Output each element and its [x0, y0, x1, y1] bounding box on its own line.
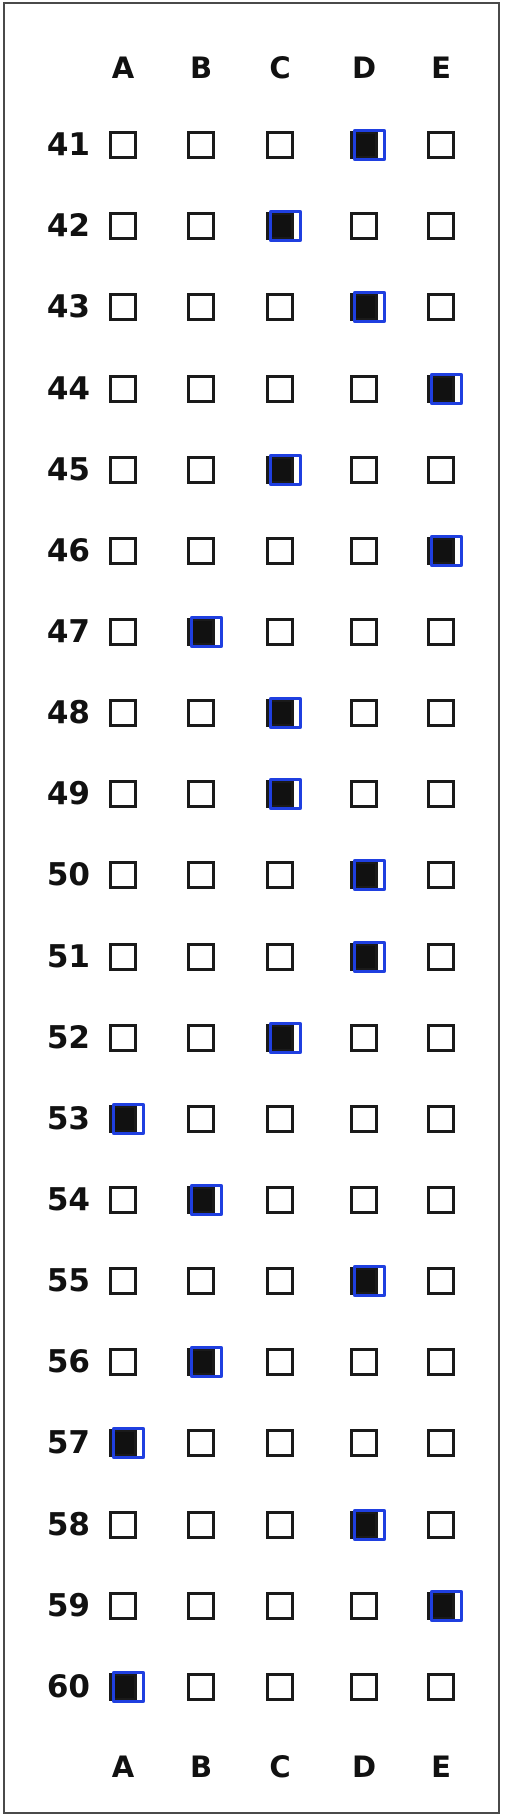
answer-bubble-a[interactable] [109, 1348, 137, 1376]
question-number: 52 [46, 1019, 90, 1056]
answer-bubble-b[interactable] [187, 293, 215, 321]
answer-bubble-b-selected[interactable] [187, 1186, 215, 1214]
question-number: 53 [46, 1100, 90, 1137]
answer-bubble-b[interactable] [187, 375, 215, 403]
question-number: 54 [46, 1182, 90, 1218]
question-row [5, 1332, 498, 1392]
answer-bubble-a[interactable] [109, 1186, 137, 1214]
answer-bubble-c-selected[interactable] [266, 780, 294, 808]
answer-bubble-c[interactable] [266, 293, 294, 321]
answer-bubble-e[interactable] [427, 1511, 455, 1539]
answer-bubble-d-selected[interactable] [350, 293, 378, 321]
column-label-e: E [431, 51, 451, 85]
answer-bubble-d[interactable] [350, 212, 378, 240]
answer-bubble-a[interactable] [109, 131, 137, 159]
question-number: 43 [46, 289, 90, 326]
question-row [5, 845, 498, 905]
answer-bubble-b[interactable] [187, 131, 215, 159]
answer-bubble-a[interactable] [109, 456, 137, 484]
answer-bubble-d[interactable] [350, 537, 378, 565]
answer-bubble-e[interactable] [427, 212, 455, 240]
answer-bubble-c[interactable] [266, 1673, 294, 1701]
answer-bubble-c[interactable] [266, 375, 294, 403]
answer-bubble-e[interactable] [427, 943, 455, 971]
question-row [5, 359, 498, 419]
question-number: 47 [46, 613, 90, 650]
answer-bubble-e-selected[interactable] [427, 375, 455, 403]
answer-bubble-d[interactable] [350, 1348, 378, 1376]
answer-bubble-c-selected[interactable] [266, 456, 294, 484]
column-header-top [5, 42, 498, 94]
question-number: 59 [46, 1587, 90, 1624]
answer-bubble-d-selected[interactable] [350, 861, 378, 889]
answer-bubble-d[interactable] [350, 618, 378, 646]
answer-sheet [3, 2, 500, 1814]
answer-bubble-c[interactable] [266, 537, 294, 565]
question-row [5, 115, 498, 175]
answer-bubble-e[interactable] [427, 780, 455, 808]
answer-bubble-c-selected[interactable] [266, 1024, 294, 1052]
answer-bubble-e[interactable] [427, 1186, 455, 1214]
answer-bubble-b[interactable] [187, 537, 215, 565]
answer-bubble-a[interactable] [109, 537, 137, 565]
answer-bubble-c[interactable] [266, 861, 294, 889]
answer-bubble-c[interactable] [266, 1267, 294, 1295]
question-number: 56 [46, 1344, 90, 1381]
question-row [5, 764, 498, 824]
answer-bubble-a[interactable] [109, 780, 137, 808]
column-label-b: B [189, 1750, 213, 1784]
column-header-bottom [5, 1741, 498, 1793]
question-number: 57 [46, 1425, 90, 1462]
column-label-d: D [351, 1750, 377, 1784]
question-row [5, 602, 498, 662]
question-number: 55 [46, 1263, 90, 1300]
answer-bubble-d[interactable] [350, 1429, 378, 1457]
answer-bubble-b[interactable] [187, 1673, 215, 1701]
answer-bubble-a[interactable] [109, 861, 137, 889]
column-label-c: C [269, 51, 291, 85]
answer-bubble-e-selected[interactable] [427, 1592, 455, 1620]
answer-bubble-d[interactable] [350, 1673, 378, 1701]
question-number: 46 [46, 532, 90, 569]
answer-bubble-c-selected[interactable] [266, 699, 294, 727]
answer-bubble-b[interactable] [187, 212, 215, 240]
answer-bubble-b[interactable] [187, 1267, 215, 1295]
answer-bubble-a[interactable] [109, 1511, 137, 1539]
question-number: 44 [46, 370, 90, 407]
answer-bubble-d[interactable] [350, 1024, 378, 1052]
answer-bubble-e[interactable] [427, 131, 455, 159]
answer-bubble-b[interactable] [187, 1429, 215, 1457]
answer-bubble-b-selected[interactable] [187, 1348, 215, 1376]
answer-bubble-c-selected[interactable] [266, 212, 294, 240]
answer-bubble-a[interactable] [109, 699, 137, 727]
column-label-d: D [351, 51, 377, 85]
answer-bubble-e-selected[interactable] [427, 537, 455, 565]
question-number: 50 [46, 857, 90, 894]
question-number: 51 [46, 938, 90, 975]
question-number: 42 [46, 208, 90, 245]
answer-bubble-c[interactable] [266, 131, 294, 159]
answer-bubble-d[interactable] [350, 375, 378, 403]
question-number: 60 [46, 1668, 90, 1705]
answer-bubble-d[interactable] [350, 456, 378, 484]
answer-bubble-b[interactable] [187, 780, 215, 808]
answer-bubble-d[interactable] [350, 1186, 378, 1214]
question-row [5, 196, 498, 256]
answer-bubble-b-selected[interactable] [187, 618, 215, 646]
question-row [5, 683, 498, 743]
question-number: 41 [46, 127, 90, 163]
answer-bubble-e[interactable] [427, 1429, 455, 1457]
question-row [5, 1170, 498, 1230]
answer-bubble-d-selected[interactable] [350, 1511, 378, 1539]
question-row [5, 1413, 498, 1473]
answer-bubble-a[interactable] [109, 212, 137, 240]
answer-bubble-c[interactable] [266, 618, 294, 646]
answer-bubble-a-selected[interactable] [109, 1105, 137, 1133]
answer-bubble-e[interactable] [427, 1024, 455, 1052]
answer-bubble-b[interactable] [187, 1511, 215, 1539]
answer-bubble-e[interactable] [427, 1673, 455, 1701]
answer-bubble-a-selected[interactable] [109, 1673, 137, 1701]
column-label-a: A [111, 51, 135, 85]
answer-bubble-b[interactable] [187, 456, 215, 484]
answer-bubble-d[interactable] [350, 1105, 378, 1133]
question-row [5, 521, 498, 581]
column-label-a: A [111, 1750, 135, 1784]
question-row [5, 1089, 498, 1149]
answer-bubble-c[interactable] [266, 943, 294, 971]
column-label-c: C [269, 1750, 291, 1784]
answer-bubble-e[interactable] [427, 618, 455, 646]
answer-bubble-b[interactable] [187, 943, 215, 971]
question-number: 45 [46, 451, 90, 488]
answer-bubble-e[interactable] [427, 293, 455, 321]
question-row [5, 927, 498, 987]
answer-bubble-b[interactable] [187, 699, 215, 727]
column-label-e: E [431, 1750, 451, 1784]
question-number: 58 [46, 1506, 90, 1543]
question-number: 49 [46, 776, 90, 813]
answer-bubble-d[interactable] [350, 699, 378, 727]
question-row [5, 1008, 498, 1068]
answer-bubble-c[interactable] [266, 1348, 294, 1376]
question-number: 48 [46, 695, 90, 732]
question-row [5, 1251, 498, 1311]
answer-bubble-a[interactable] [109, 1267, 137, 1295]
answer-bubble-e[interactable] [427, 1105, 455, 1133]
answer-bubble-c[interactable] [266, 1429, 294, 1457]
answer-bubble-b[interactable] [187, 1592, 215, 1620]
answer-bubble-a[interactable] [109, 1592, 137, 1620]
question-row [5, 440, 498, 500]
question-row [5, 277, 498, 337]
answer-bubble-e[interactable] [427, 699, 455, 727]
answer-bubble-c[interactable] [266, 1105, 294, 1133]
answer-bubble-a-selected[interactable] [109, 1429, 137, 1457]
answer-bubble-a[interactable] [109, 375, 137, 403]
answer-bubble-a[interactable] [109, 618, 137, 646]
answer-bubble-b[interactable] [187, 861, 215, 889]
answer-bubble-c[interactable] [266, 1592, 294, 1620]
answer-bubble-a[interactable] [109, 943, 137, 971]
answer-bubble-e[interactable] [427, 1267, 455, 1295]
column-label-b: B [189, 51, 213, 85]
answer-bubble-d-selected[interactable] [350, 943, 378, 971]
question-row [5, 1576, 498, 1636]
answer-bubble-d-selected[interactable] [350, 131, 378, 159]
answer-bubble-c[interactable] [266, 1186, 294, 1214]
answer-bubble-c[interactable] [266, 1511, 294, 1539]
question-row [5, 1495, 498, 1555]
answer-bubble-a[interactable] [109, 293, 137, 321]
answer-bubble-e[interactable] [427, 861, 455, 889]
answer-bubble-a[interactable] [109, 1024, 137, 1052]
answer-bubble-e[interactable] [427, 1348, 455, 1376]
answer-bubble-b[interactable] [187, 1105, 215, 1133]
answer-bubble-b[interactable] [187, 1024, 215, 1052]
question-row [5, 1657, 498, 1717]
answer-bubble-e[interactable] [427, 456, 455, 484]
answer-bubble-d[interactable] [350, 1592, 378, 1620]
answer-bubble-d[interactable] [350, 780, 378, 808]
answer-bubble-d-selected[interactable] [350, 1267, 378, 1295]
